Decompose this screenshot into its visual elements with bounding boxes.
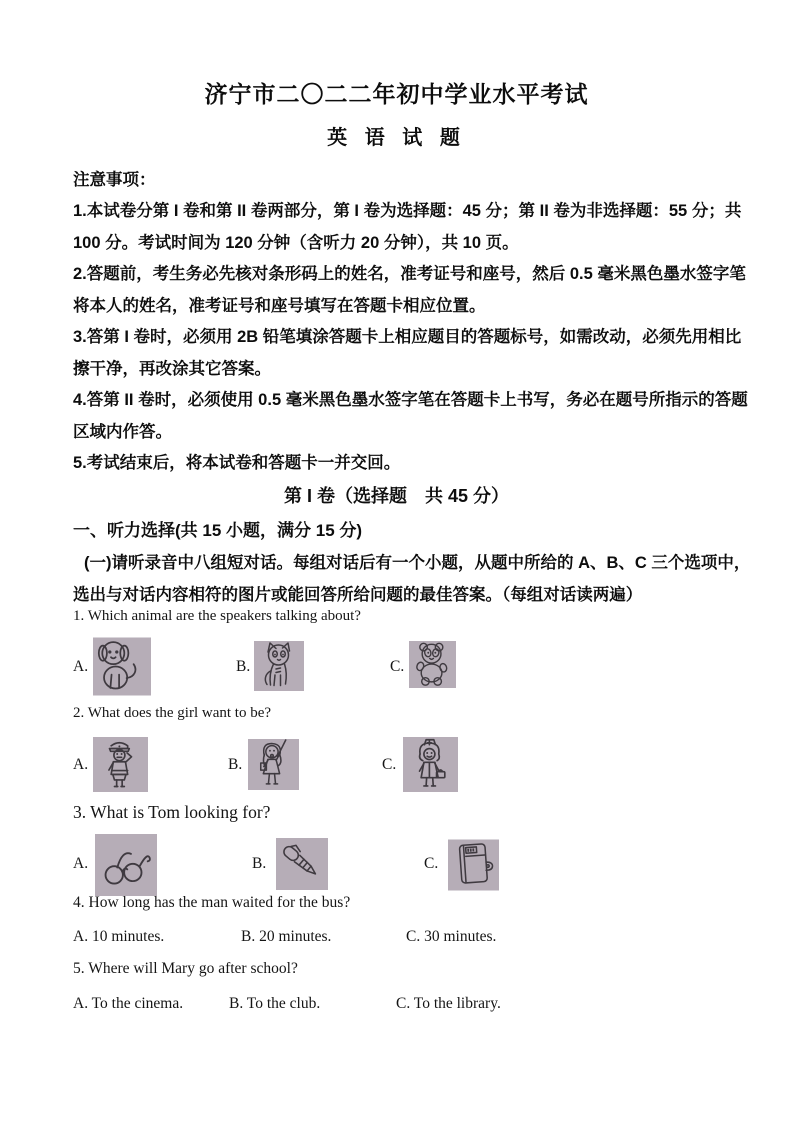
question-1-option-a-label: A. (73, 658, 89, 675)
listening-instruction-line: (一)请听录音中八组短对话。每组对话后有一个小题，从题中所给的 A、B、C 三个选项中， (84, 554, 751, 572)
question-2-text: 2. What does the girl want to be? (73, 705, 272, 721)
question-1-text: 1. Which animal are the speakers talking about? (73, 608, 361, 624)
question-2-option-a-label: A. (73, 756, 89, 773)
question-1-option-c-label: C. (390, 658, 405, 675)
question-5-option-b: B. To the club. (229, 995, 321, 1012)
question-3-option-b-label: B. (252, 855, 267, 872)
pen-icon (276, 831, 328, 897)
notice-line: 1.本试卷分第 I 卷和第 II 卷两部分，第 I 卷为选择题：45 分；第 II 卷为非选择题：55 分；共 (73, 202, 742, 220)
question-3-option-a-label: A. (73, 855, 89, 872)
notice-line: 区域内作答。 (73, 423, 172, 441)
notice-line: 擦干净，再改涂其它答案。 (73, 360, 271, 378)
question-2-option-b-label: B. (228, 756, 243, 773)
question-5-option-a: A. To the cinema. (73, 995, 184, 1012)
question-5-option-c: C. To the library. (396, 995, 501, 1012)
dog-icon (93, 637, 151, 696)
police-officer-icon (93, 731, 148, 798)
question-3-text: 3. What is Tom looking for? (73, 802, 271, 822)
notice-line: 将本人的姓名，准考证号和座号填写在答题卡相应位置。 (73, 297, 486, 315)
wallet-icon (448, 829, 499, 901)
question-4-text: 4. How long has the man waited for the bus? (73, 894, 351, 911)
question-4-option-b: B. 20 minutes. (241, 928, 332, 945)
cat-icon (254, 636, 304, 696)
exam-title: 济宁市二〇二二年初中学业水平考试 (204, 81, 589, 107)
teacher-icon (248, 732, 299, 797)
notice-line: 2.答题前，考生务必先核对条形码上的姓名，准考证号和座号，然后 0.5 毫米黑色墨水签字笔 (73, 265, 746, 283)
notice-heading: 注意事项： (73, 171, 156, 189)
question-1-option-b-label: B. (236, 658, 251, 675)
notice-line: 100 分。考试时间为 120 分钟（含听力 20 分钟），共 10 页。 (73, 234, 519, 252)
question-4-option-c: C. 30 minutes. (406, 928, 497, 945)
question-5-text: 5. Where will Mary go after school? (73, 960, 298, 977)
question-4-option-a: A. 10 minutes. (73, 928, 165, 945)
panda-icon (409, 637, 456, 692)
notice-line: 5.考试结束后，将本试卷和答题卡一并交回。 (73, 454, 401, 472)
listening-section-title: 一、听力选择(共 15 小题，满分 15 分) (73, 521, 363, 540)
listening-instruction-line: 选出与对话内容相符的图片或能回答所给问题的最佳答案。（每组对话读两遍） (73, 586, 643, 604)
volume1-heading: 第 I 卷（选择题 共 45 分） (283, 486, 510, 506)
exam-subtitle: 英 语 试 题 (327, 127, 466, 149)
notice-line: 4.答第 II 卷时，必须使用 0.5 毫米黑色墨水签字笔在答题卡上书写，务必在题号所指示的答题 (73, 391, 748, 409)
nurse-icon (403, 730, 458, 799)
notice-line: 3.答第 I 卷时，必须用 2B 铅笔填涂答题卡上相应题目的答题标号，如需改动，必须先用相比 (73, 328, 742, 346)
question-2-option-c-label: C. (382, 756, 397, 773)
question-3-option-c-label: C. (424, 855, 439, 872)
glasses-icon (95, 831, 157, 899)
